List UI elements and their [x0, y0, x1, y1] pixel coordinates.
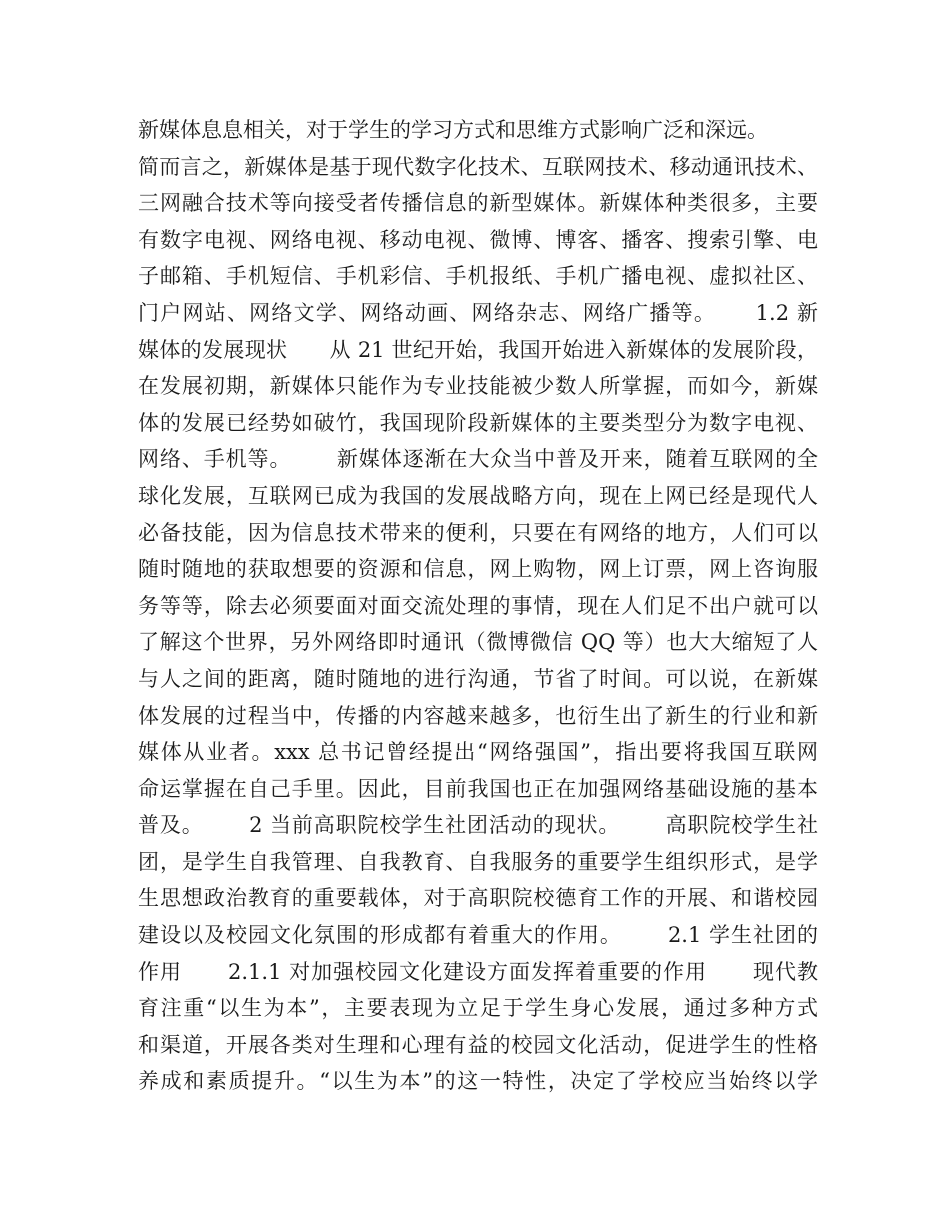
text-line: 命运掌握在自己手里。因此，目前我国也正在加强网络基础设施的基本	[138, 776, 818, 801]
text-line: 门户网站、网络文学、网络动画、网络杂志、网络广播等。 1.2 新	[138, 300, 818, 325]
body-text	[138, 112, 818, 1100]
text-line: 三网融合技术等向接受者传播信息的新型媒体。新媒体种类很多，主要	[138, 191, 818, 216]
text-line: 媒体从业者。xxx 总书记曾经提出“网络强国”，指出要将我国互联网	[138, 740, 818, 765]
text-line: 了解这个世界，另外网络即时通讯（微博微信 QQ 等）也大大缩短了人	[138, 630, 818, 655]
text-line: 作用 2.1.1 对加强校园文化建设方面发挥着重要的作用 现代教	[138, 959, 818, 984]
text-line: 必备技能，因为信息技术带来的便利，只要在有网络的地方，人们可以	[138, 520, 818, 545]
text-line: 普及。 2 当前高职院校学生社团活动的现状。 高职院校学生社	[138, 813, 818, 838]
text-line: 球化发展，互联网已成为我国的发展战略方向，现在上网已经是现代人	[138, 483, 818, 508]
text-line: 生思想政治教育的重要载体，对于高职院校德育工作的开展、和谐校园	[138, 886, 818, 911]
text-line: 子邮箱、手机短信、手机彩信、手机报纸、手机广播电视、虚拟社区、	[138, 264, 818, 289]
text-line: 体的发展已经势如破竹，我国现阶段新媒体的主要类型分为数字电视、	[138, 410, 818, 435]
text-line: 与人之间的距离，随时随地的进行沟通，节省了时间。可以说，在新媒	[138, 666, 818, 691]
text-line: 养成和素质提升。“以生为本”的这一特性，决定了学校应当始终以学	[138, 1069, 818, 1094]
text-line: 随时随地的获取想要的资源和信息，网上购物，网上订票，网上咨询服	[138, 557, 818, 582]
text-line: 在发展初期，新媒体只能作为专业技能被少数人所掌握，而如今，新媒	[138, 374, 818, 399]
text-line: 团，是学生自我管理、自我教育、自我服务的重要学生组织形式，是学	[138, 849, 818, 874]
text-line: 网络、手机等。 新媒体逐渐在大众当中普及开来，随着互联网的全	[138, 447, 818, 472]
text-line: 务等等，除去必须要面对面交流处理的事情，现在人们足不出户就可以	[138, 593, 818, 618]
text-line: 有数字电视、网络电视、移动电视、微博、博客、播客、搜索引擎、电	[138, 227, 818, 252]
text-line: 媒体的发展现状 从 21 世纪开始，我国开始进入新媒体的发展阶段，	[138, 337, 818, 362]
text-line: 体发展的过程当中，传播的内容越来越多，也衍生出了新生的行业和新	[138, 703, 818, 728]
text-line: 建设以及校园文化氛围的形成都有着重大的作用。 2.1 学生社团的	[138, 923, 818, 948]
text-line: 和渠道，开展各类对生理和心理有益的校园文化活动，促进学生的性格	[138, 1032, 818, 1057]
text-line: 育注重“以生为本”，主要表现为立足于学生身心发展，通过多种方式	[138, 996, 818, 1021]
text-line: 简而言之，新媒体是基于现代数字化技术、互联网技术、移动通讯技术、	[138, 154, 818, 179]
text-line: 新媒体息息相关，对于学生的学习方式和思维方式影响广泛和深远。	[138, 118, 768, 142]
